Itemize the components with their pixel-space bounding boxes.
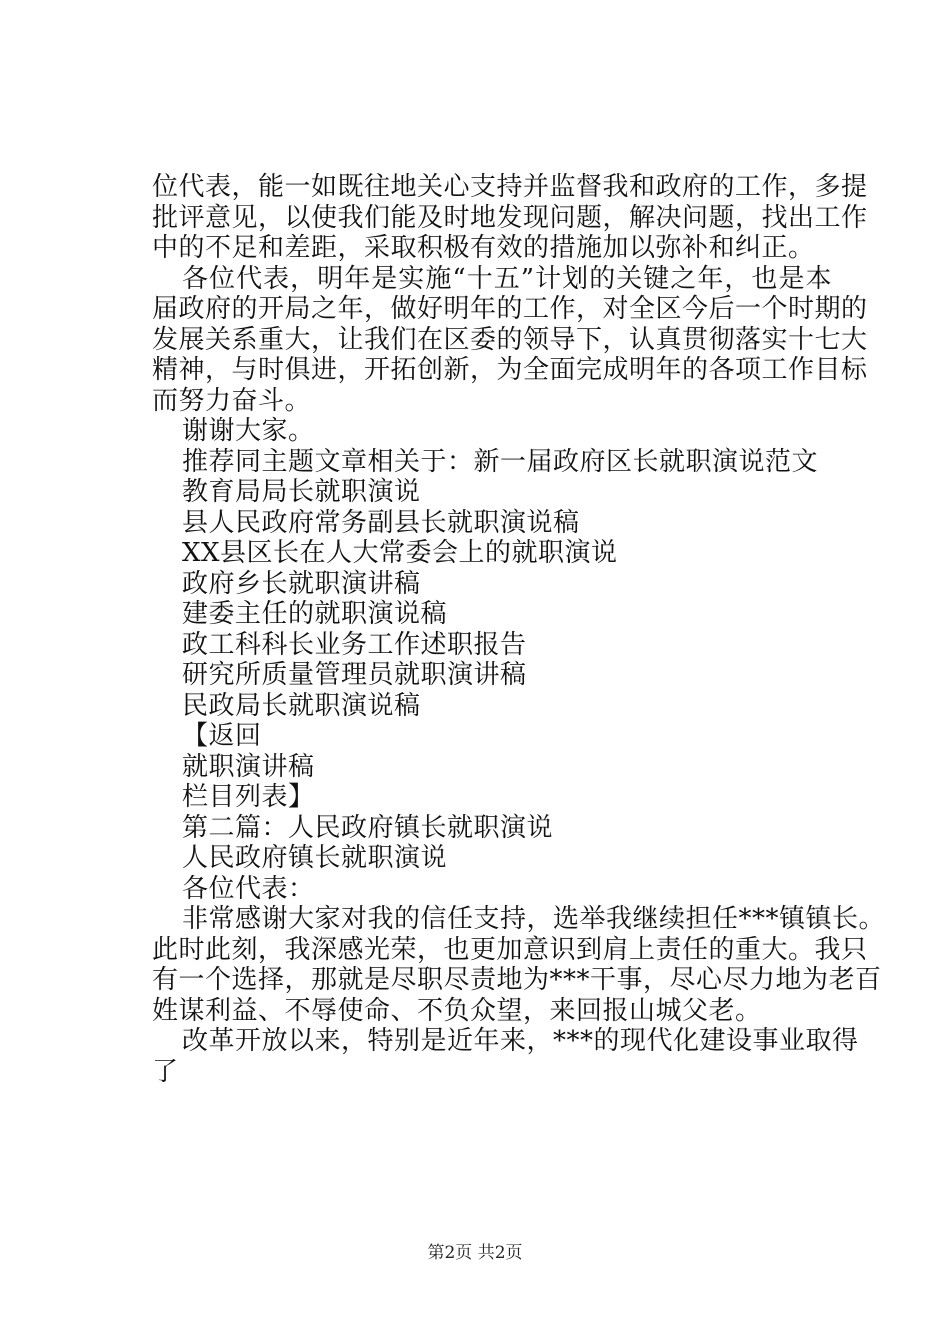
text-line: 县人民政府常务副县长就职演说稿 — [182, 507, 580, 538]
text-line: 推荐同主题文章相关于：新一届政府区长就职演说范文 — [182, 446, 819, 477]
text-line: 教育局局长就职演说 — [182, 477, 421, 507]
text-line: 精神，与时俱进，开拓创新，为全面完成明年的各项工作目标 — [152, 355, 868, 385]
text-line: 非常感谢大家对我的信任支持，选举我继续担任***镇镇长。 — [182, 904, 886, 934]
text-line: 此时此刻，我深感光荣，也更加意识到肩上责任的重大。我只 — [152, 934, 868, 965]
text-line: 栏目列表】 — [182, 782, 315, 812]
text-line: 改革开放以来，特别是近年来，***的现代化建设事业取得 — [182, 1026, 859, 1056]
text-line: 建委主任的就职演说稿 — [182, 599, 448, 629]
text-line: 人民政府镇长就职演说 — [182, 843, 448, 873]
text-line: 就职演讲稿 — [182, 751, 315, 782]
text-line: 姓谋利益、不辱使命、不负众望，来回报山城父老。 — [152, 995, 762, 1026]
text-line: 而努力奋斗。 — [152, 385, 312, 416]
text-line: 了 — [152, 1056, 179, 1087]
text-line: 第二篇：人民政府镇长就职演说 — [182, 812, 554, 843]
text-line: 位代表，能一如既往地关心支持并监督我和政府的工作，多提 — [152, 172, 868, 202]
text-line: 政府乡长就职演讲稿 — [182, 568, 421, 599]
text-line: 各位代表，明年是实施“十五”计划的关键之年，也是本 — [182, 263, 832, 294]
text-line: 研究所质量管理员就职演讲稿 — [182, 660, 527, 690]
text-line: 政工科科长业务工作述职报告 — [182, 629, 527, 660]
text-line: 批评意见，以使我们能及时地发现问题，解决问题，找出工作 — [152, 202, 868, 233]
text-line: XX县区长在人大常委会上的就职演说 — [182, 538, 618, 568]
text-line: 【返回 — [182, 721, 262, 751]
text-line: 届政府的开局之年，做好明年的工作，对全区今后一个时期的 — [152, 294, 868, 324]
text-line: 发展关系重大，让我们在区委的领导下，认真贯彻落实十七大 — [152, 324, 868, 355]
page-footer: 第2页 共2页 — [427, 1243, 523, 1263]
text-line: 谢谢大家。 — [182, 416, 315, 446]
text-line: 民政局长就职演说稿 — [182, 690, 421, 721]
text-line: 有一个选择，那就是尽职尽责地为***干事，尽心尽力地为老百 — [152, 965, 882, 995]
text-line: 中的不足和差距，采取积极有效的措施加以弥补和纠正。 — [152, 233, 815, 263]
document-body — [152, 172, 886, 1087]
text-line: 各位代表： — [182, 873, 315, 904]
